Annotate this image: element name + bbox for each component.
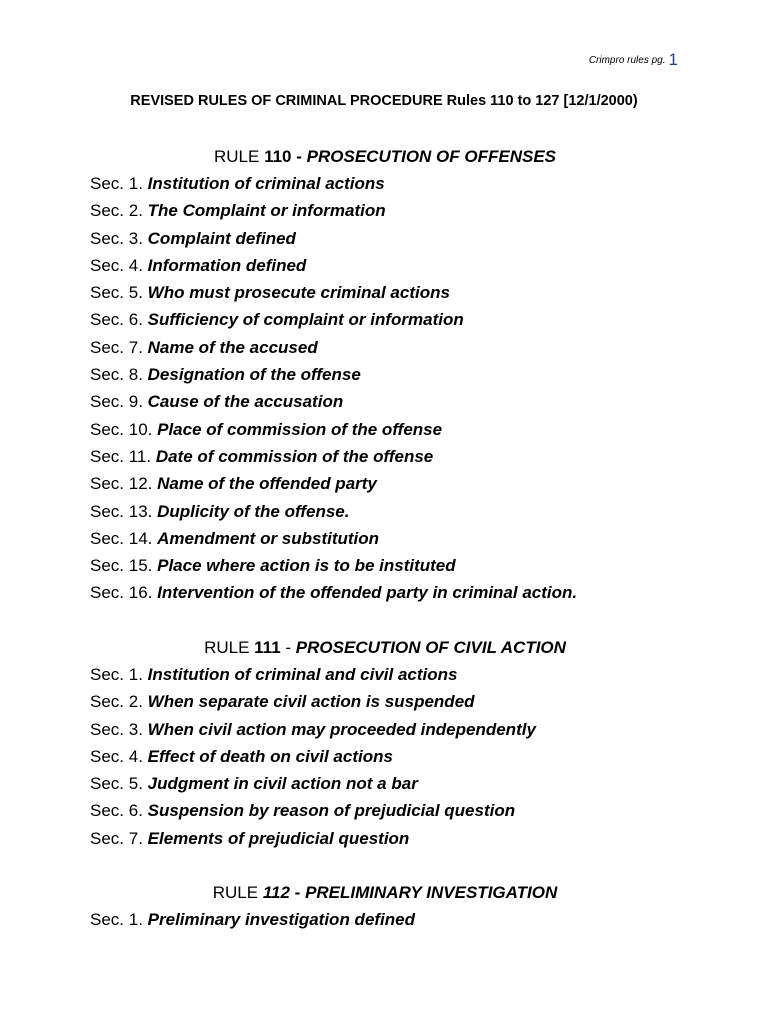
section-label: Sec. 1.	[90, 910, 143, 929]
section-title: Cause of the accusation	[147, 392, 344, 412]
section-item	[90, 443, 680, 470]
section-item	[90, 197, 680, 224]
section-label: Sec. 14.	[90, 528, 153, 548]
rule-112-block	[90, 879, 680, 933]
section-item	[90, 306, 680, 333]
section-item	[90, 906, 680, 933]
section-title: Duplicity of the offense.	[157, 501, 350, 521]
section-title: Who must prosecute criminal actions	[147, 283, 450, 303]
section-title: Judgment in civil action not a bar	[147, 774, 418, 794]
section-label: Sec. 3.	[90, 719, 143, 739]
rule-word: RULE	[213, 147, 260, 166]
section-item	[90, 279, 680, 306]
section-item	[90, 688, 680, 715]
section-label: Sec. 12.	[90, 474, 153, 494]
rule-number: 111	[254, 638, 281, 657]
section-label: Sec. 11.	[90, 446, 152, 466]
section-title: The Complaint or information	[147, 201, 386, 221]
section-item	[90, 470, 680, 497]
section-item	[90, 225, 680, 252]
section-title: Intervention of the offended party in criminal action.	[157, 583, 578, 603]
section-title: Amendment or substitution	[157, 528, 380, 548]
section-item	[90, 525, 680, 552]
page-header	[589, 48, 678, 68]
section-label: Sec. 16.	[90, 583, 153, 603]
section-item	[90, 334, 680, 361]
section-item	[90, 498, 680, 525]
rule-word: RULE	[204, 638, 250, 657]
section-item	[90, 716, 680, 743]
rule-name: PRELIMINARY INVESTIGATION	[305, 883, 558, 902]
section-title: Complaint defined	[147, 228, 296, 248]
section-list	[90, 661, 680, 852]
section-title: Place of commission of the offense	[157, 419, 443, 439]
section-label: Sec. 2.	[90, 201, 143, 221]
section-title: Place where action is to be instituted	[157, 556, 456, 576]
section-label: Sec. 6.	[90, 310, 143, 330]
section-item	[90, 797, 680, 824]
section-item	[90, 552, 680, 579]
section-label: Sec. 10.	[90, 419, 153, 439]
section-title: Designation of the offense	[147, 365, 361, 385]
rule-number: 112	[262, 883, 290, 902]
rule-separator: -	[296, 147, 302, 166]
section-title: Information defined	[147, 255, 307, 275]
section-title: Name of the accused	[147, 337, 318, 357]
section-title: Institution of criminal and civil actions	[147, 665, 458, 684]
section-label: Sec. 2.	[90, 692, 143, 712]
section-item	[90, 661, 680, 688]
section-label: Sec. 3.	[90, 228, 143, 248]
rule-heading	[90, 879, 680, 906]
section-label: Sec. 5.	[90, 283, 143, 303]
rule-111-block	[90, 634, 680, 852]
section-label: Sec. 9.	[90, 392, 143, 412]
rule-number: 110	[264, 147, 292, 166]
section-label: Sec. 13.	[90, 501, 153, 521]
rule-word: RULE	[212, 883, 259, 902]
rule-110-block	[90, 143, 680, 607]
section-item	[90, 770, 680, 797]
section-item	[90, 388, 680, 415]
section-item	[90, 579, 680, 606]
section-title: Name of the offended party	[157, 474, 377, 494]
section-title: Date of commission of the offense	[155, 446, 434, 466]
page-number: 1	[668, 50, 678, 69]
section-label: Sec. 7.	[90, 828, 143, 848]
section-item	[90, 416, 680, 443]
rule-separator: -	[294, 883, 301, 902]
section-item	[90, 743, 680, 770]
section-list	[90, 170, 680, 607]
section-item	[90, 825, 680, 852]
section-title: Elements of prejudicial question	[147, 828, 410, 848]
section-list	[90, 906, 680, 933]
section-label: Sec. 15.	[90, 556, 153, 576]
rule-name: PROSECUTION OF OFFENSES	[306, 147, 557, 166]
rule-name: PROSECUTION OF CIVIL ACTION	[295, 638, 566, 657]
section-label: Sec. 1.	[90, 174, 143, 193]
rule-heading	[90, 634, 680, 661]
section-label: Sec. 4.	[90, 746, 143, 766]
page-label: Crimpro rules pg.	[588, 55, 666, 66]
section-label: Sec. 4.	[90, 255, 143, 275]
section-title: When separate civil action is suspended	[147, 692, 475, 712]
rule-separator: -	[285, 638, 292, 657]
section-label: Sec. 7.	[90, 337, 143, 357]
section-title: When civil action may proceeded independently	[147, 719, 536, 739]
section-label: Sec. 8.	[90, 365, 143, 385]
document-title: REVISED RULES OF CRIMINAL PROCEDURE Rules 110 to 127 [12/1/2000)	[130, 93, 638, 109]
section-title: Effect of death on civil actions	[147, 746, 393, 766]
section-title: Preliminary investigation defined	[147, 910, 415, 929]
section-item	[90, 252, 680, 279]
section-label: Sec. 1.	[90, 665, 143, 684]
section-item	[90, 361, 680, 388]
section-title: Institution of criminal actions	[147, 174, 385, 193]
rule-heading	[90, 143, 680, 170]
section-title: Suspension by reason of prejudicial question	[147, 801, 516, 821]
section-label: Sec. 5.	[90, 774, 143, 794]
section-label: Sec. 6.	[90, 801, 143, 821]
section-title: Sufficiency of complaint or information	[147, 310, 464, 330]
section-item	[90, 170, 680, 197]
